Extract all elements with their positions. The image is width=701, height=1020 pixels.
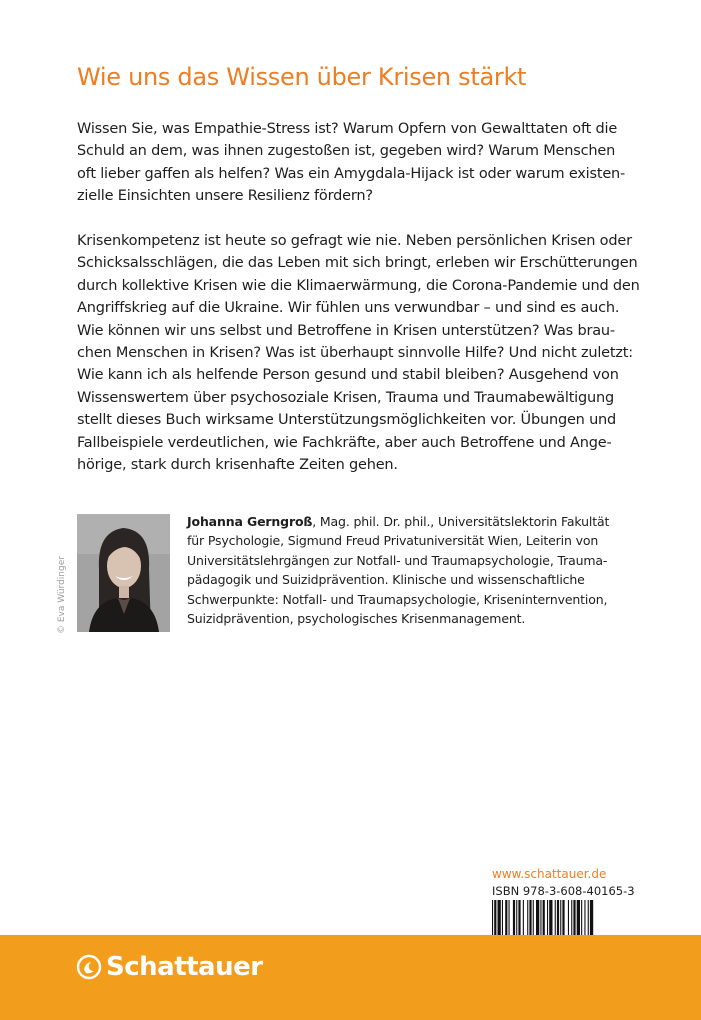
barcode-bar <box>540 900 541 935</box>
barcode-bar <box>529 900 531 935</box>
bio-line: Schwerpunkte: Notfall- und Traumapsychologie, Kriseninternvention, <box>187 591 608 607</box>
barcode-bar <box>513 900 515 935</box>
barcode-bar <box>571 900 572 935</box>
text-line: Schicksalsschlägen, die das Leben mit sich bringt, erleben wir Erschütterungen <box>77 255 638 272</box>
author-name: Johanna Gerngroß <box>187 514 313 529</box>
barcode-bar <box>568 900 569 935</box>
text-line: chen Menschen in Krisen? Was ist überhaupt sinnvolle Hilfe? Und nicht zuletzt: <box>77 345 633 362</box>
publisher-logo <box>76 952 263 982</box>
barcode-bar <box>516 900 517 935</box>
text-line: oft lieber gaffen als helfen? Was ein Amygdala-Hijack ist oder warum existen- <box>77 165 626 182</box>
text-line: zielle Einsichten unsere Resilienz fördern? <box>77 188 373 205</box>
barcode-bar <box>590 900 593 935</box>
intro-paragraph <box>77 118 637 208</box>
bio-line: Suizidprävention, psychologisches Krisenmanagement. <box>187 611 526 627</box>
barcode-bar <box>505 900 507 935</box>
barcode-bar <box>581 900 582 935</box>
barcode-bar <box>533 900 534 935</box>
book-title: Wie uns das Wissen über Krisen stärkt <box>77 63 527 91</box>
barcode-bar <box>543 900 545 935</box>
publisher-url[interactable]: www.schattauer.de <box>492 867 607 881</box>
bio-first-line-text: , Mag. phil. Dr. phil., Universitätslektorin Fakultät <box>312 514 610 529</box>
barcode-bar <box>498 900 501 935</box>
schattauer-logo-icon <box>76 954 102 980</box>
bio-line: für Psychologie, Sigmund Freud Privatuniversität Wien, Leiterin von <box>187 533 599 549</box>
barcode-bar <box>549 900 552 935</box>
text-line: Wie kann ich als helfende Person gesund und stabil bleiben? Ausgehend von <box>77 367 619 384</box>
author-photo <box>77 514 170 632</box>
barcode-bar <box>562 900 564 935</box>
barcode-bar <box>494 900 496 935</box>
barcode-bar <box>560 900 561 935</box>
text-line: Wissenswertem über psychosoziale Krisen, Trauma und Traumabewältigung <box>77 389 615 406</box>
text-line: Krisenkompetenz ist heute so gefragt wie nie. Neben persönlichen Krisen oder <box>77 233 632 249</box>
barcode-bar <box>523 900 524 935</box>
text-line: Wie können wir uns selbst und Betroffene in Krisen unterstützen? Was brau- <box>77 322 615 339</box>
description-paragraph <box>77 230 640 476</box>
barcode-bar <box>509 900 510 935</box>
text-line: Wissen Sie, was Empathie-Stress ist? Warum Opfern von Gewalttaten oft die <box>77 121 618 137</box>
barcode-graphic <box>492 900 629 935</box>
isbn-number: ISBN 978-3-608-40165-3 <box>492 884 635 898</box>
text-line: Schuld an dem, was ihnen zugestoßen ist, gegeben wird? Warum Menschen <box>77 143 616 160</box>
photo-credit: © Eva Würdinger <box>57 556 67 634</box>
text-line: stellt dieses Buch wirksame Unterstützungsmöglichkeiten vor. Übungen und <box>77 412 617 429</box>
barcode-bar <box>573 900 575 935</box>
text-line: hörige, stark durch krisenhafte Zeiten gehen. <box>77 457 398 474</box>
text-line: Fallbeispiele verdeutlichen, wie Fachkräfte, aber auch Betroffene und Ange- <box>77 434 612 451</box>
barcode-bar <box>547 900 548 935</box>
barcode-bar <box>584 900 585 935</box>
barcode-bar <box>518 900 520 935</box>
text-line: durch kollektive Krisen wie die Klimaerwärmung, die Corona-Pandemie und den <box>77 277 640 294</box>
barcode-bar <box>527 900 528 935</box>
barcode-bar <box>577 900 580 935</box>
barcode-bar <box>557 900 559 935</box>
barcode-bar <box>502 900 503 935</box>
barcode-bar <box>555 900 556 935</box>
author-portrait-image <box>77 514 170 632</box>
bio-line <box>187 512 647 531</box>
barcode-bar <box>492 900 493 935</box>
bio-line: Universitätslehrgängen zur Notfall- und Traumapsychologie, Trauma- <box>187 552 608 568</box>
author-bio <box>187 512 647 628</box>
publisher-name: Schattauer <box>106 952 263 982</box>
barcode-bar <box>588 900 589 935</box>
bio-line: pädagogik und Suizidprävention. Klinische und wissenschaftliche <box>187 572 585 588</box>
text-line: Angriffskrieg auf die Ukraine. Wir fühlen uns verwundbar – und sind es auch. <box>77 300 620 317</box>
barcode-bar <box>536 900 539 935</box>
